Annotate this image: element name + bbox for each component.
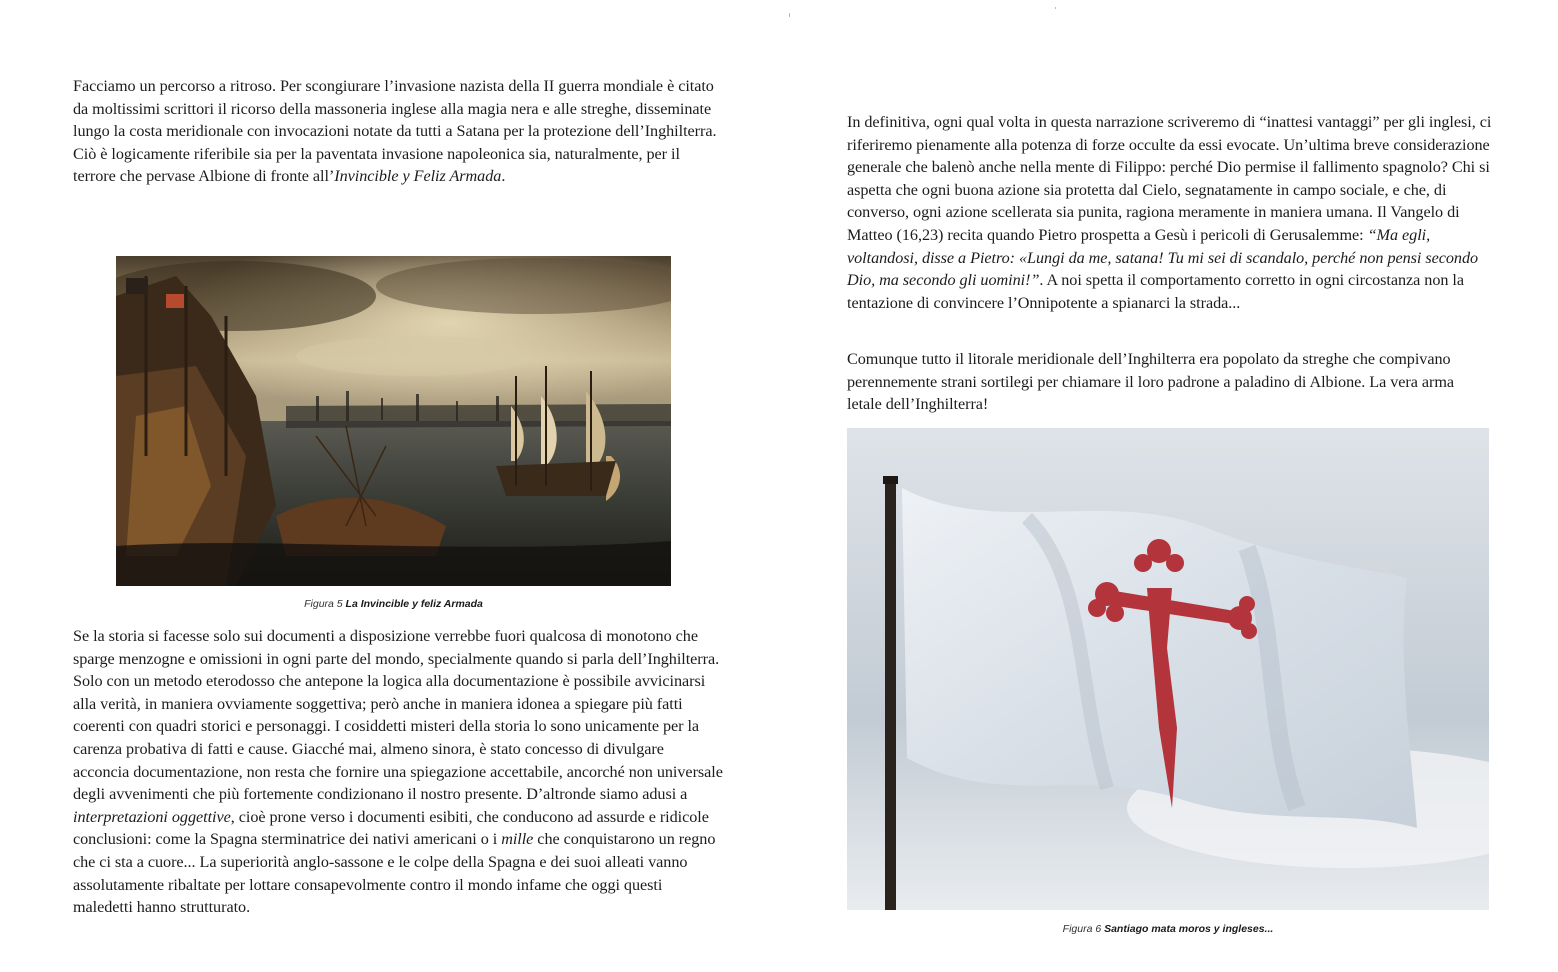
armada-painting-image <box>116 256 671 586</box>
figure-6-title: Santiago mata moros y ingleses... <box>1104 923 1274 935</box>
armada-title-italic: Invincible y Feliz Armada <box>334 167 502 186</box>
figure-6-label: Figura 6 <box>1062 923 1105 935</box>
left-paragraph-2 <box>73 625 723 919</box>
left-paragraph-1-end: . <box>501 167 506 186</box>
figure-5-caption <box>116 598 671 610</box>
santiago-flag-figure <box>847 428 1489 910</box>
left-paragraph-2-end: che conquistarono un regno che ci sta a cuore... La superiorità anglo-sassone e le colpe della Spagna e dei suoi alleati vanno assolutamente ribaltate per lottare consapevolmente contro il mondo infame che oggi questi maledetti hanno strutturato. <box>73 830 716 917</box>
right-paragraph-1 <box>847 111 1492 314</box>
right-page <box>779 0 1558 972</box>
right-paragraph-1-text: In definitiva, ogni qual volta in questa narrazione scriveremo di “inattesi vantaggi” per gli inglesi, ci riferiremo pienamente alla potenza di forze occulte da essi evocate. Un’ultima breve considerazione generale che balenò anche nella mente di Filippo: perché Dio permise il fallimento spagnolo? Chi si aspetta che ogni buona azione sia protetta dal Cielo, segnatamente in campo sociale, e che, di converso, ogni azione scellerata sia punita, ragiona meramente in maniera umana. Il Vangelo di Matteo (16,23) recita quando Pietro prospetta a Gesù i pericoli di Gerusalemme: <box>847 113 1492 244</box>
figure-6-caption <box>847 923 1489 935</box>
mille-italic: mille <box>501 830 534 849</box>
left-paragraph-1 <box>73 75 723 188</box>
right-paragraph-2-text: Comunque tutto il litorale meridionale dell’Inghilterra era popolato da streghe che compivano perennemente strani sortilegi per chiamare il loro padrone a paladino di Albione. La vera arma letale dell’Inghilterra! <box>847 350 1455 414</box>
santiago-flag-image <box>847 428 1489 910</box>
left-paragraph-2-mid: , cioè prone verso i documenti esibiti, che conducono ad assurde e ridicole conclusioni: come la Spagna sterminatrice dei nativi americani o i <box>73 807 709 849</box>
figure-5-title: La Invincible y feliz Armada <box>345 598 483 610</box>
right-paragraph-1-end: . A noi spetta il comportamento corretto in ogni circostanza non la tentazione di convincere l’Onnipotente a spianarci la strada... <box>847 271 1465 312</box>
left-paragraph-2-text: Se la storia si facesse solo sui documenti a disposizione verrebbe fuori qualcosa di monotono che sparge menzogne e omissioni in ogni parte del mondo, specialmente quando si parla dell’Inghilterra. Solo con un metodo eterodosso che antepone la logica alla documentazione è possibile avvicinarsi alla verità, in maniera ovviamente soggettiva; però anche in maniera idonea a spiegare più fatti coerenti con quadri storici e personaggi. I cosiddetti misteri della storia lo sono unicamente per la carenza probativa di fatti e cause. Giacché mai, almeno sinora, è stato concesso di divulgare acconcia documentazione, non resta che fornire una spiegazione accettabile, ancorché non universale degli avvenimenti che più fortemente condizionano il nostro presente. D’altronde siamo adusi a <box>73 627 723 804</box>
gospel-quote-italic: “Ma egli, voltandosi, disse a Pietro: «Lungi da me, satana! Tu mi sei di scandalo, perché non pensi secondo Dio, ma secondo gli uomini!” <box>847 225 1479 290</box>
armada-painting-figure <box>116 256 671 586</box>
figure-5-label: Figura 5 <box>304 598 346 610</box>
right-paragraph-2 <box>847 348 1492 416</box>
left-paragraph-1-text: Facciamo un percorso a ritroso. Per scongiurare l’invasione nazista della II guerra mondiale è citato da moltissimi scrittori il ricorso della massoneria inglese alla magia nera e alle streghe, disseminate lungo la costa meridionale con invocazioni notate da tutti a Satana per la protezione dell’Inghilterra. Ciò è logicamente riferibile sia per la paventata invasione napoleonica sia, naturalmente, per il terrore che pervase Albione di fronte all’ <box>73 77 717 186</box>
interpretazioni-italic: interpretazioni oggettive <box>73 807 231 826</box>
